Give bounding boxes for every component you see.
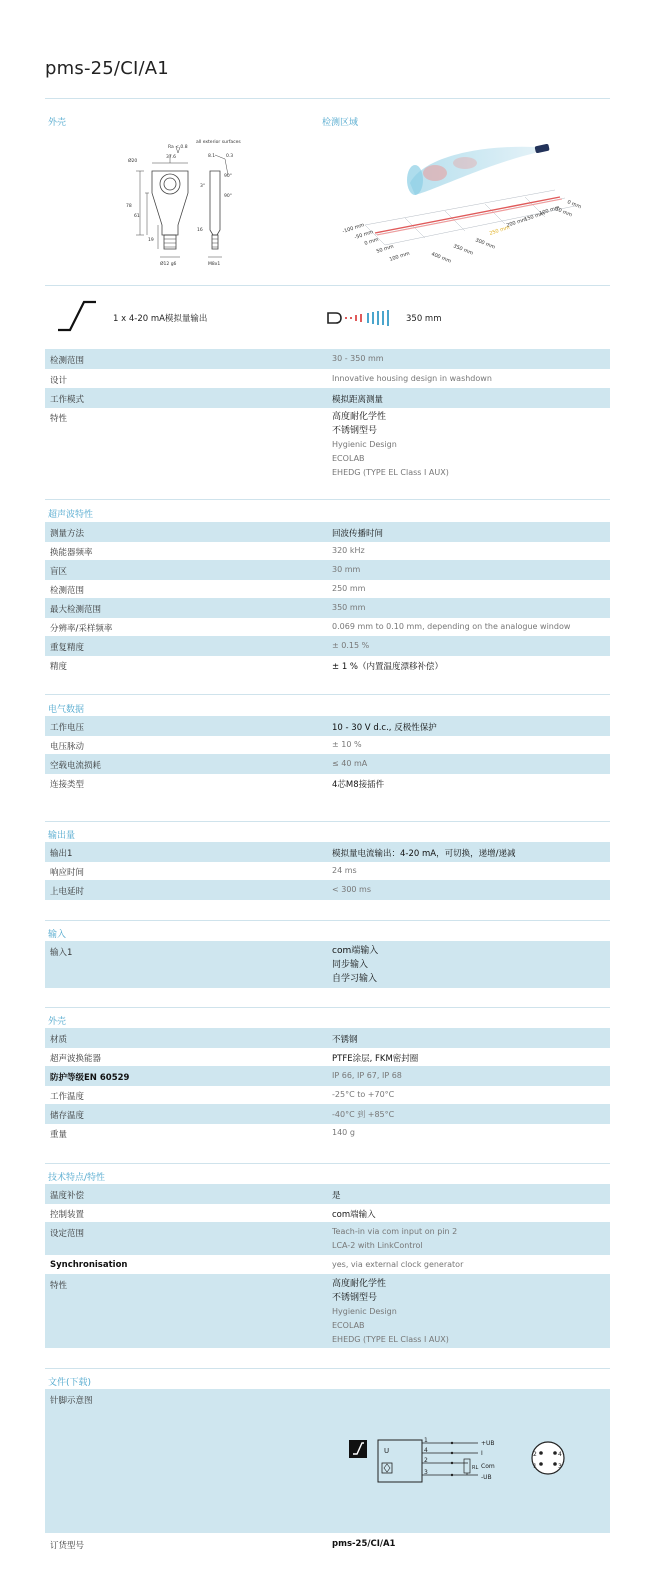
wiring-p1: 1 [424, 1437, 428, 1444]
feature-line: Hygienic Design [332, 1307, 397, 1316]
connector-pin-b: 4 [558, 1451, 562, 1458]
spec-key: 控制装置 [50, 1210, 85, 1220]
zone-l100: 100 mm [538, 204, 561, 217]
spec-row [45, 1104, 610, 1124]
spec-row [45, 716, 610, 736]
input-line: 自学习输入 [332, 974, 378, 984]
zone-l150: 150 mm [523, 210, 546, 223]
zone-f350: 350 mm [452, 243, 474, 257]
spec-key: 材质 [50, 1035, 68, 1045]
housing-drawing [120, 135, 270, 270]
spec-key: 盲区 [50, 567, 68, 577]
spec-row-settings [45, 1222, 610, 1255]
divider [45, 285, 610, 286]
spec-value: 是 [332, 1191, 341, 1201]
wiring-p4: 4 [424, 1447, 428, 1454]
spec-key: 温度补偿 [50, 1191, 85, 1201]
zone-b100n: -100 mm [341, 222, 366, 235]
dim-h61: 61 [134, 214, 140, 219]
spec-value: ≤ 40 mA [332, 759, 368, 768]
spec-value: Innovative housing design in washdown [332, 374, 492, 383]
spec-key: 上电延时 [50, 887, 85, 897]
page-title: pms-25/CI/A1 [45, 58, 169, 79]
setting-line: LCA-2 with LinkControl [332, 1241, 423, 1250]
spec-key: 特性 [50, 1281, 68, 1291]
connector-pinout [530, 1440, 566, 1476]
spec-row [45, 636, 610, 656]
wiring-u: U [384, 1447, 390, 1455]
zone-l50: 50 mm [554, 206, 573, 219]
spec-key: 超声波换能器 [50, 1054, 102, 1064]
ultrasonic-section-label: 超声波特性 [48, 510, 94, 520]
spec-row [45, 655, 610, 675]
spec-row [45, 560, 610, 580]
dim-d12: Ø12 g6 [160, 262, 177, 267]
pin-assignment-label: 针脚示意图 [50, 1396, 93, 1406]
divider [45, 920, 610, 921]
divider [45, 821, 610, 822]
zone-b0: 0 mm [363, 236, 380, 247]
spec-key: 输入1 [50, 948, 73, 958]
spec-row-features [45, 1274, 610, 1348]
dim-81: 8.1 [208, 154, 216, 159]
spec-row [45, 349, 610, 369]
electrical-section-label: 电气数据 [48, 705, 85, 715]
spec-key: 分辨率/采样频率 [50, 624, 113, 634]
range-description: 350 mm [406, 314, 442, 324]
spec-row [45, 1047, 610, 1067]
spec-row [45, 1123, 610, 1143]
feature-line: EHEDG (TYPE EL Class I AUX) [332, 1335, 449, 1344]
spec-key: 检测范围 [50, 356, 85, 366]
spec-value: ± 0.15 % [332, 641, 370, 650]
spec-key: 测量方法 [50, 529, 85, 539]
dim-h78: 78 [126, 204, 132, 209]
wiring-i: I [481, 1450, 483, 1457]
divider [45, 1163, 610, 1164]
spec-value: 24 ms [332, 866, 357, 875]
files-section-label[interactable]: 文件(下载) [48, 1378, 92, 1388]
wiring-gnd: -UB [481, 1474, 492, 1481]
divider [45, 98, 610, 99]
spec-row [45, 1066, 610, 1086]
dim-h16: 16 [197, 228, 203, 233]
connector-pin-d: 3 [558, 1463, 562, 1470]
spec-key: 储存温度 [50, 1111, 85, 1121]
spec-key: 设定范围 [50, 1229, 85, 1239]
output-description: 1 x 4-20 mA模拟量输出 [113, 314, 208, 324]
feature-line: 不锈钢型号 [332, 1293, 378, 1303]
spec-key: 空载电流损耗 [50, 761, 102, 771]
spec-value: yes, via external clock generator [332, 1260, 464, 1269]
spec-value: < 300 ms [332, 885, 372, 894]
spec-key: 工作温度 [50, 1092, 85, 1102]
zone-l200: 200 mm [505, 216, 528, 229]
spec-key: 工作模式 [50, 395, 85, 405]
dim-m8: M8x1 [208, 262, 221, 267]
spec-value: ± 1 %（内置温度漂移补偿） [332, 662, 444, 672]
spec-key: 最大检测范围 [50, 605, 102, 615]
spec-row [45, 369, 610, 389]
spec-value: 10 - 30 V d.c., 反极性保护 [332, 723, 437, 733]
spec-value-list [332, 410, 449, 480]
dim-d37: 37.6 [166, 155, 177, 160]
spec-value-list [332, 1277, 449, 1347]
sensor-range-icon [326, 310, 396, 326]
spec-key: Synchronisation [50, 1260, 128, 1270]
spec-value: 30 - 350 mm [332, 354, 384, 363]
spec-value-list [332, 944, 378, 986]
wiring-diagram [348, 1435, 508, 1485]
input-line: 同步输入 [332, 960, 369, 970]
spec-row [45, 388, 610, 408]
spec-key: 响应时间 [50, 868, 85, 878]
order-number: pms-25/CI/A1 [332, 1539, 396, 1549]
connector-pin-a: 2 [533, 1451, 537, 1458]
zone-b50n: -50 mm [353, 229, 375, 241]
spec-key: 电压脉动 [50, 742, 85, 752]
spec-key: 检测范围 [50, 586, 85, 596]
spec-row [45, 598, 610, 618]
spec-row [45, 842, 610, 862]
spec-value: 模拟量电流输出：4-20 mA，可切换，递增/递减 [332, 849, 516, 859]
housing-specs-label: 外壳 [48, 1017, 67, 1027]
wiring-p2: 2 [424, 1457, 428, 1464]
spec-row [45, 880, 610, 900]
spec-key: 精度 [50, 662, 68, 672]
spec-value: 0.069 mm to 0.10 mm, depending on the analogue window [332, 622, 571, 631]
spec-row-features [45, 407, 610, 485]
spec-row [45, 1203, 610, 1223]
dim-d20: Ø20 [128, 159, 138, 164]
spec-key: 防护等级EN 60529 [50, 1073, 130, 1083]
order-key: 订货型号 [50, 1541, 85, 1551]
spec-row-inputs [45, 941, 610, 988]
spec-value: 320 kHz [332, 546, 365, 555]
spec-value: 回波传播时间 [332, 529, 384, 539]
zone-l0: 0 mm [566, 199, 582, 211]
spec-row [45, 541, 610, 561]
housing-section-label: 外壳 [48, 118, 67, 128]
wiring-com: Com [481, 1463, 495, 1470]
spec-row [45, 1028, 610, 1048]
pin-assignment-panel [45, 1389, 610, 1533]
dim-3: 3° [200, 184, 206, 189]
spec-value: 140 g [332, 1128, 355, 1137]
spec-value: -25°C to +70°C [332, 1090, 395, 1099]
setting-line: Teach-in via com input on pin 2 [332, 1227, 458, 1236]
spec-key: 换能器频率 [50, 548, 93, 558]
spec-row [45, 522, 610, 542]
divider [45, 694, 610, 695]
spec-key: 输出1 [50, 849, 73, 859]
spec-key: 重量 [50, 1130, 68, 1140]
spec-value: 模拟距离测量 [332, 395, 384, 405]
order-row [45, 1534, 610, 1554]
spec-value: 30 mm [332, 565, 361, 574]
feature-line: 高度耐化学性 [332, 412, 387, 422]
feature-line: 不锈钢型号 [332, 426, 378, 436]
detection-zone-label: 检测区域 [322, 118, 359, 128]
spec-key: 工作电压 [50, 723, 85, 733]
spec-row [45, 1184, 610, 1204]
feature-line: Hygienic Design [332, 440, 397, 449]
spec-key: 重复精度 [50, 643, 85, 653]
wiring-rl: RL [472, 1465, 479, 1471]
dim-90b: 90° [224, 194, 232, 199]
wiring-ub: +UB [481, 1440, 495, 1447]
input-line: com端输入 [332, 946, 379, 956]
spec-row [45, 735, 610, 755]
connector-pin-c: 1 [533, 1463, 537, 1470]
spec-value: 4芯M8接插件 [332, 780, 385, 790]
spec-value: 不锈钢 [332, 1035, 358, 1045]
analog-output-icon [56, 300, 98, 332]
spec-row [45, 861, 610, 881]
spec-value: IP 66, IP 67, IP 68 [332, 1071, 402, 1080]
spec-value: com端输入 [332, 1210, 376, 1220]
dim-h19: 19 [148, 238, 154, 243]
outputs-section-label: 输出量 [48, 831, 76, 841]
zone-f300: 300 mm [474, 237, 496, 251]
spec-value-list [332, 1225, 457, 1253]
inputs-section-label: 输入 [48, 930, 67, 940]
dim-90a: 90° [224, 174, 232, 179]
spec-value: 250 mm [332, 584, 366, 593]
spec-value: ± 10 % [332, 740, 362, 749]
spec-row [45, 1255, 610, 1275]
dim-ra: Ra < 0.8 [168, 145, 188, 150]
spec-key: 设计 [50, 376, 68, 386]
divider [45, 1368, 610, 1369]
spec-key: 特性 [50, 414, 68, 424]
zone-l250: 250 mm [488, 224, 511, 237]
feature-line: ECOLAB [332, 1321, 365, 1330]
feature-line: 高度耐化学性 [332, 1279, 387, 1289]
divider [45, 499, 610, 500]
feature-line: EHEDG (TYPE EL Class I AUX) [332, 468, 449, 477]
zone-b50: 50 mm [375, 243, 395, 255]
zone-b100: 100 mm [388, 250, 411, 263]
spec-row [45, 617, 610, 637]
technical-section-label: 技术特点/特性 [48, 1173, 106, 1183]
feature-line: ECOLAB [332, 454, 365, 463]
spec-row [45, 579, 610, 599]
spec-row [45, 773, 610, 793]
divider [45, 1007, 610, 1008]
spec-row [45, 1085, 610, 1105]
detection-zone-graphic [335, 135, 585, 270]
dim-surfaces: all exterior surfaces [196, 140, 241, 145]
spec-value: 350 mm [332, 603, 366, 612]
wiring-p3: 3 [424, 1469, 428, 1476]
zone-f400: 400 mm [430, 251, 452, 265]
dim-03: 0.3 [226, 154, 234, 159]
spec-value: PTFE涂层, FKM密封圈 [332, 1054, 419, 1064]
spec-row [45, 754, 610, 774]
spec-key: 连接类型 [50, 780, 85, 790]
spec-value: -40°C 到 +85°C [332, 1110, 395, 1119]
